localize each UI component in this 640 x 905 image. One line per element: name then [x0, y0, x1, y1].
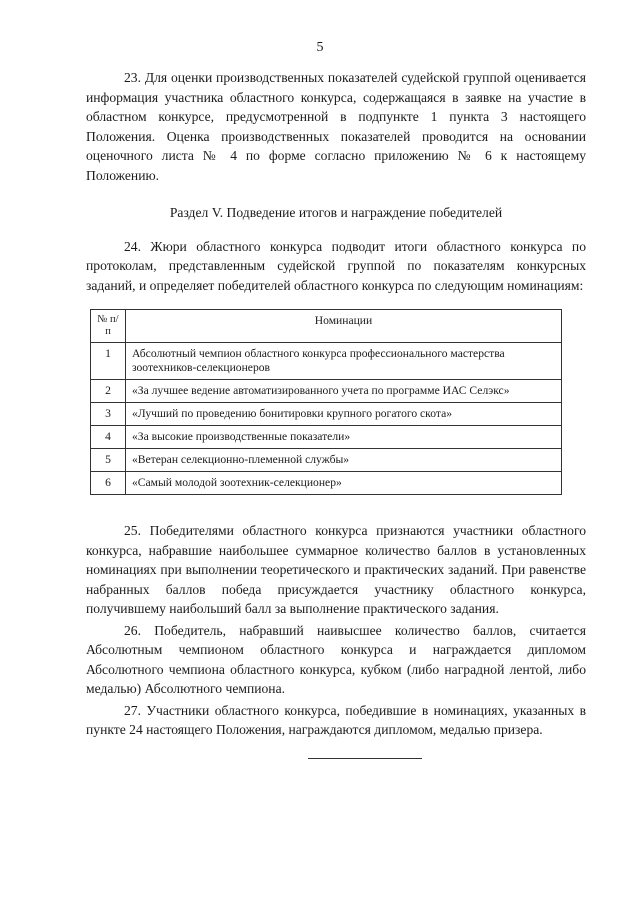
- document-body: [86, 68, 586, 740]
- paragraph-24: 24. Жюри областного конкурса подводит итоги областного конкурса по протоколам, представленным судейской группой по показателям конкурсных заданий, и определяет победителей областного конкурса по следующим номинациям:: [86, 238, 586, 293]
- row-num: 6: [91, 472, 126, 495]
- table-row: [91, 426, 562, 449]
- page-number: 5: [316, 40, 324, 55]
- footer-separator-line: [308, 758, 422, 759]
- paragraph-25: 25. Победителями областного конкурса признаются участники областного конкурса, набравшие наибольшее суммарное количество баллов в установленных номинациях при выполнении теоретического и практических заданий. При равенстве набранных баллов победа присуждается участнику областного конкурса, получившему наибольший балл за выполнение практического задания.: [86, 523, 586, 616]
- paragraph-23: 23. Для оценки производственных показателей судейской группой оценивается информация участника областного конкурса, содержащаяся в заявке на участие в областном конкурсе, предусмотренной в подпункте 1 пункта 3 настоящего Положения. Оценка производственных показателей проводится на основании оценочного листа № 4 по форме согласно приложению № 6 к настоящему Положению.: [86, 70, 586, 183]
- header-num: № п/п: [91, 310, 126, 343]
- row-nomination: «За высокие производственные показатели»: [126, 426, 562, 449]
- row-num: 1: [91, 343, 126, 380]
- row-num: 5: [91, 449, 126, 472]
- header-nominations: Номинации: [126, 310, 562, 343]
- nominations-table: [90, 309, 562, 495]
- row-num: 4: [91, 426, 126, 449]
- table-row: [91, 472, 562, 495]
- table-header-row: [91, 310, 562, 343]
- row-num: 2: [91, 380, 126, 403]
- row-num: 3: [91, 403, 126, 426]
- paragraph-27: 27. Участники областного конкурса, победившие в номинациях, указанных в пункте 24 настоящего Положения, награждаются дипломом, медалью призера.: [86, 702, 586, 737]
- table-row: [91, 403, 562, 426]
- row-nomination: «Самый молодой зоотехник-селекционер»: [126, 472, 562, 495]
- row-nomination: «Ветеран селекционно-племенной службы»: [126, 449, 562, 472]
- paragraph-26: 26. Победитель, набравший наивысшее количество баллов, считается Абсолютным чемпионом областного конкурса и награждается дипломом Абсолютного чемпиона областного конкурса, кубком (либо наградной лентой, либо медалью) Абсолютного чемпиона.: [86, 622, 586, 696]
- section-heading: Раздел V. Подведение итогов и награждение победителей: [169, 205, 503, 220]
- row-nomination: Абсолютный чемпион областного конкурса профессионального мастерства зоотехников-селекционеров: [126, 343, 562, 380]
- table-row: [91, 343, 562, 380]
- table-row: [91, 449, 562, 472]
- row-nomination: «Лучший по проведению бонитировки крупного рогатого скота»: [126, 403, 562, 426]
- row-nomination: «За лучшее ведение автоматизированного учета по программе ИАС Селэкс»: [126, 380, 562, 403]
- table-row: [91, 380, 562, 403]
